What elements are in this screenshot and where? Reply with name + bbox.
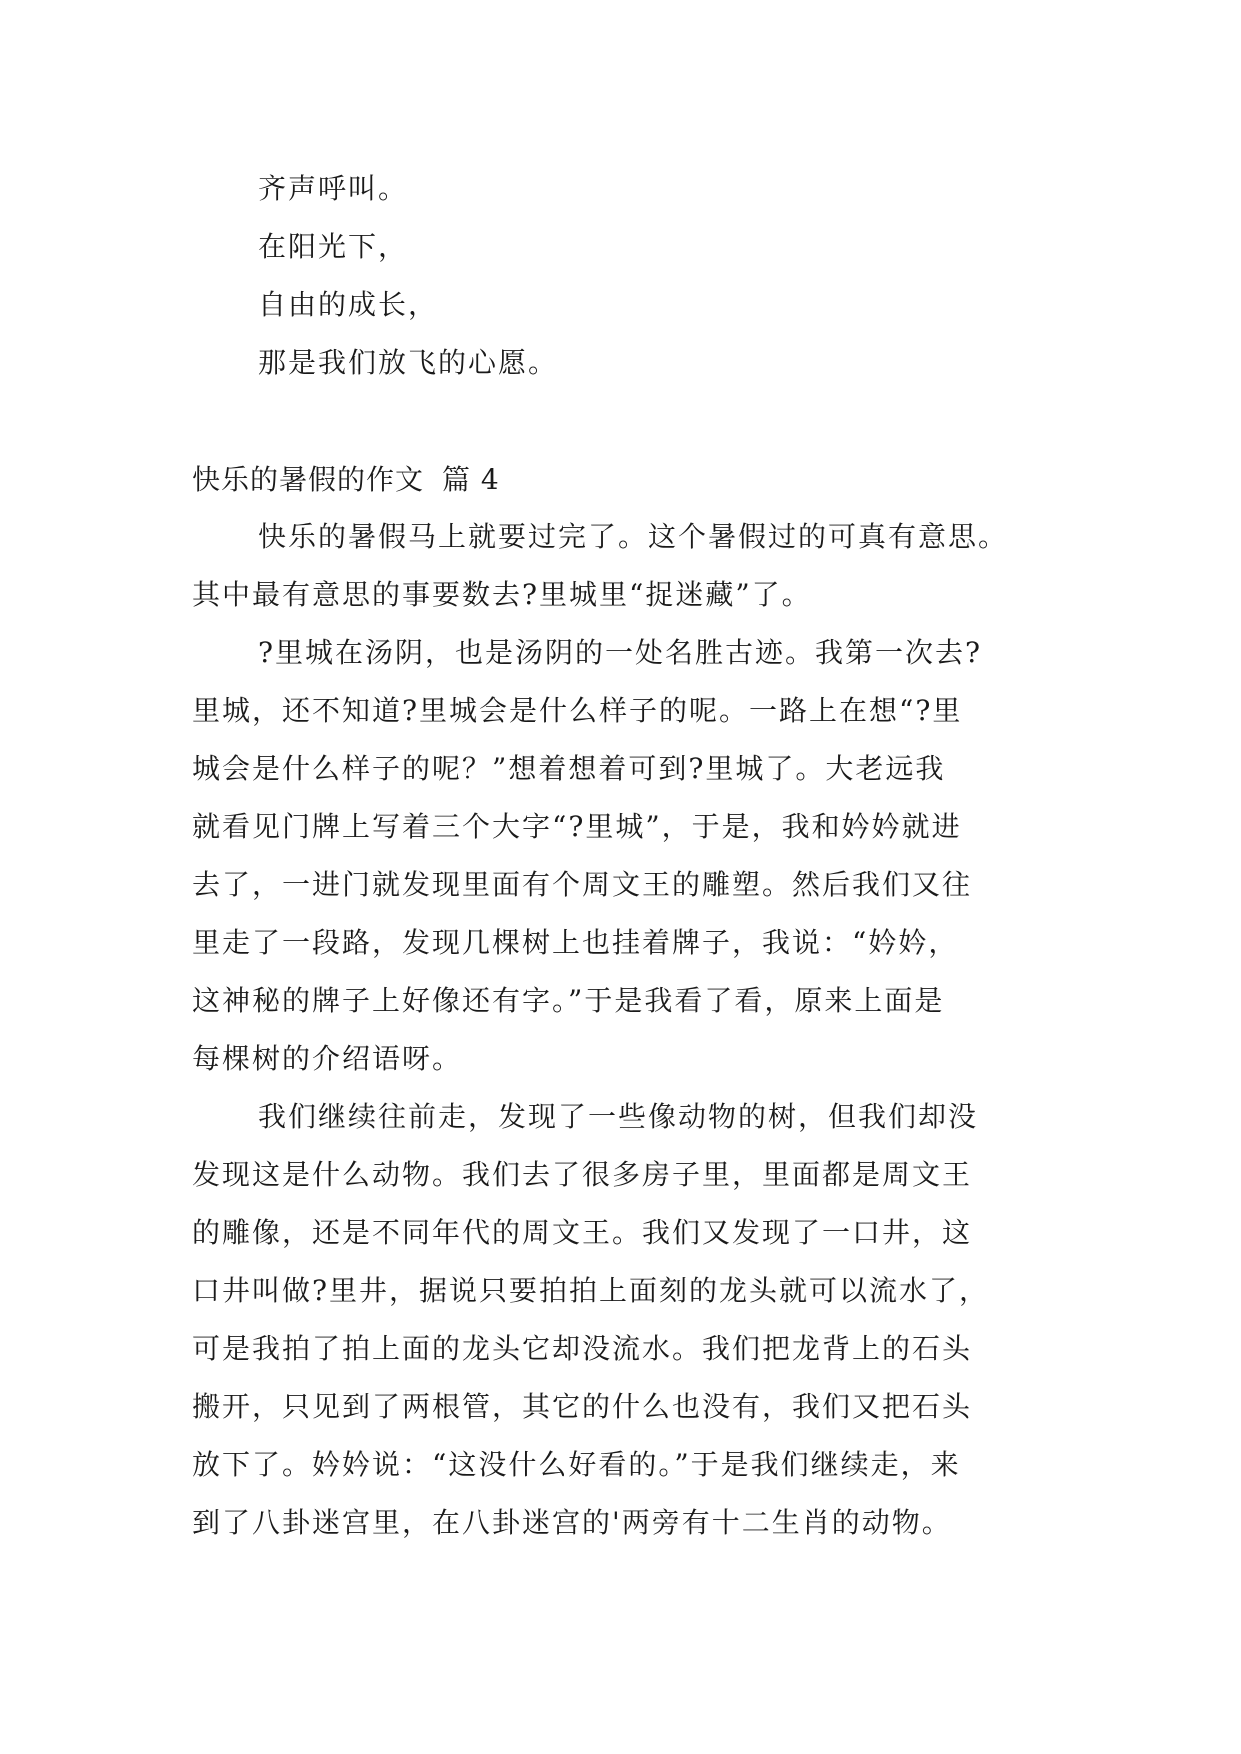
- poem-line: 齐声呼叫。: [258, 172, 409, 205]
- paragraph-line: 我们继续往前走，发现了一些像动物的树，但我们却没: [258, 1100, 979, 1133]
- paragraph-line: 这神秘的牌子上好像还有字。”于是我看了看，原来上面是: [192, 984, 945, 1017]
- poem-line: 自由的成长，: [258, 288, 439, 321]
- paragraph-line: 搬开，只见到了两根管，其它的什么也没有，我们又把石头: [192, 1390, 973, 1423]
- article-block: [192, 452, 1072, 1552]
- poem-line: 那是我们放飞的心愿。: [258, 346, 559, 379]
- paragraph-line: 其中最有意思的事要数去?里城里“捉迷藏”了。: [192, 578, 812, 611]
- paragraph-line: 每棵树的介绍语呀。: [192, 1042, 463, 1075]
- paragraph-line: 可是我拍了拍上面的龙头它却没流水。我们把龙背上的石头: [192, 1332, 973, 1365]
- poem-line: 在阳光下，: [258, 230, 409, 263]
- paragraph: [192, 624, 1072, 1088]
- article-title: 快乐的暑假的作文: [192, 463, 425, 496]
- article-heading: [192, 452, 1072, 508]
- article-section-label: 篇 4: [442, 463, 500, 496]
- paragraph-line: 里城，还不知道?里城会是什么样子的呢。一路上在想“?里: [192, 694, 963, 727]
- paragraph-line: 里走了一段路，发现几棵树上也挂着牌子，我说：“妗妗，: [192, 926, 959, 959]
- paragraph: [192, 1088, 1072, 1552]
- paragraph-line: 快乐的暑假马上就要过完了。这个暑假过的可真有意思。: [258, 520, 1009, 553]
- paragraph-line: 就看见门牌上写着三个大字“?里城”，于是，我和妗妗就进: [192, 810, 962, 843]
- paragraph-line: ?里城在汤阴，也是汤阴的一处名胜古迹。我第一次去?: [258, 636, 983, 669]
- paragraph-line: 发现这是什么动物。我们去了很多房子里，里面都是周文王: [192, 1158, 973, 1191]
- paragraph-line: 城会是什么样子的呢？”想着想着可到?里城了。大老远我: [192, 752, 946, 785]
- poem-block: [258, 160, 1078, 392]
- paragraph-line: 去了，一进门就发现里面有个周文王的雕塑。然后我们又往: [192, 868, 973, 901]
- paragraph-line: 口井叫做?里井，据说只要拍拍上面刻的龙头就可以流水了，: [192, 1274, 990, 1307]
- paragraph-line: 放下了。妗妗说：“这没什么好看的。”于是我们继续走，来: [192, 1448, 961, 1481]
- paragraph-line: 的雕像，还是不同年代的周文王。我们又发现了一口井，这: [192, 1216, 973, 1249]
- paragraph-line: 到了八卦迷宫里，在八卦迷宫的'两旁有十二生肖的动物。: [192, 1506, 952, 1539]
- paragraph: [192, 508, 1072, 624]
